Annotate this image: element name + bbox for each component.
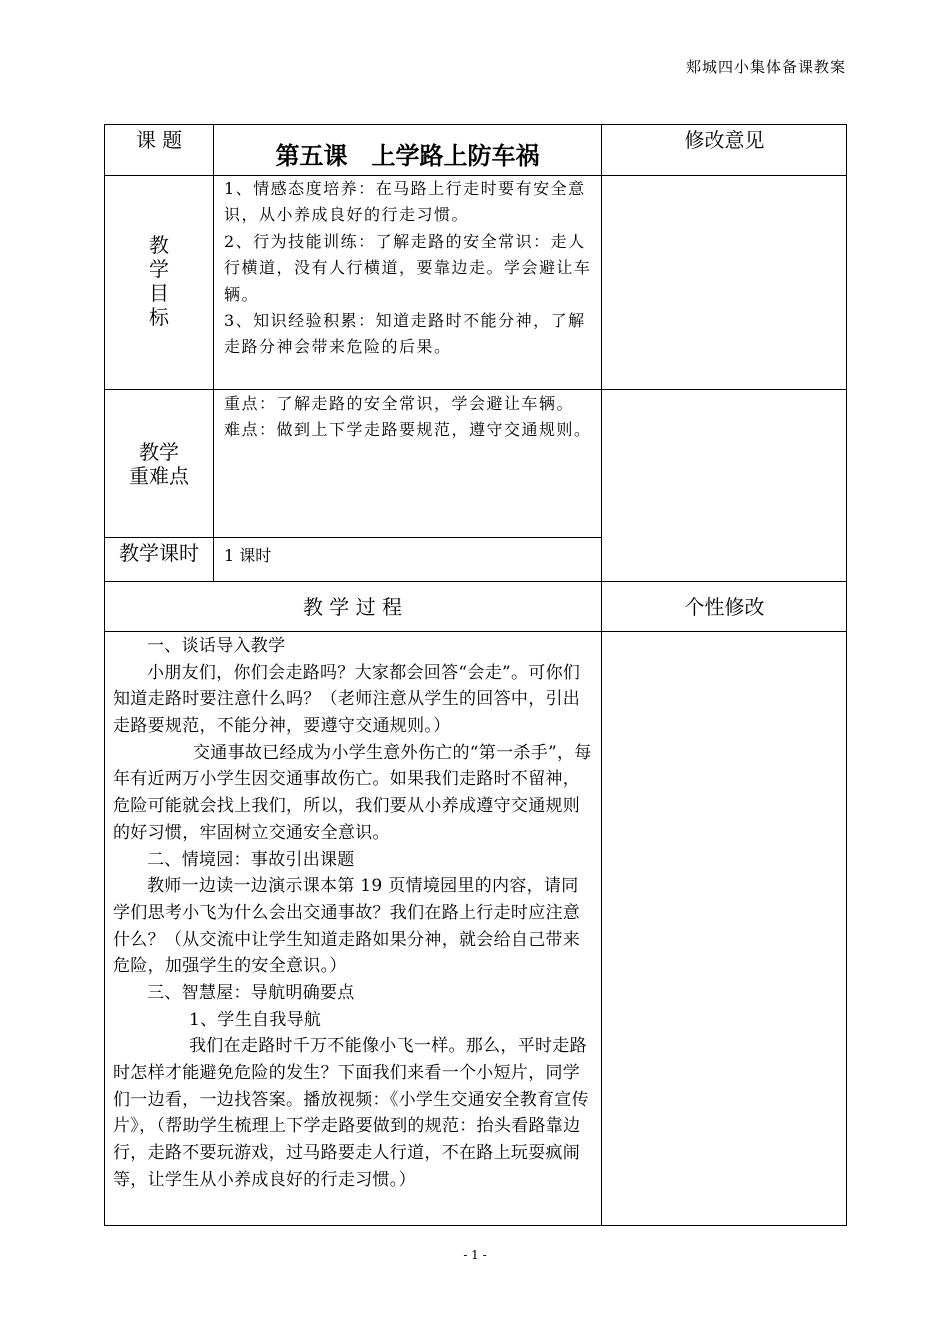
- objective-item: 2、行为技能训练：了解走路的安全常识：走人行横道，没有人行横道，要靠边走。学会避让车辆。: [224, 231, 592, 304]
- objectives-label-char: 目: [149, 281, 169, 305]
- keypoints-content: [224, 391, 596, 444]
- process-heading: 一、谈话导入教学: [147, 636, 286, 656]
- objectives-content: [224, 176, 596, 361]
- keypoints-label-line: 重难点: [129, 464, 189, 488]
- keypoint-item: 重点：了解走路的安全常识，学会避让车辆。: [224, 394, 575, 413]
- process-label: 教 学 过 程: [302, 595, 403, 619]
- process-paragraph: 教师一边读一边演示课本第 19 页情境园里的内容，请同学们思考小飞为什么会出交通事故？我们在路上行走时应注意什么？（从交流中让学生知道走路如果分神，就会给自己带来危险，加强学生的安全意识。）: [113, 876, 581, 977]
- table-border-label-col: [213, 124, 214, 582]
- table-border-row4: [104, 581, 847, 582]
- table-border-mid: [601, 124, 602, 1226]
- keypoints-label: [104, 440, 214, 488]
- objectives-label-char: 标: [149, 305, 169, 329]
- objective-item: 1、情感态度培养：在马路上行走时要有安全意识，从小养成良好的行走习惯。: [224, 179, 586, 225]
- table-border-row2: [104, 389, 847, 390]
- page-number: - 1 -: [463, 1248, 487, 1262]
- objectives-label-char: 教: [149, 233, 169, 257]
- hours-label: 教学课时: [119, 541, 199, 565]
- process-subheading: 1、学生自我导航: [189, 1009, 322, 1030]
- keypoint-item: 难点：做到上下学走路要规范，遵守交通规则。: [224, 420, 592, 440]
- table-border-bottom: [104, 1225, 847, 1226]
- hours-value: 1 课时: [224, 546, 272, 565]
- table-border-right: [846, 124, 847, 1226]
- lesson-title: 第五课 上学路上防车祸: [275, 142, 540, 170]
- objectives-label: [104, 233, 214, 329]
- process-paragraph: 我们在走路时千万不能像小飞一样。那么，平时走路时怎样才能避免危险的发生？下面我们来看一个小短片，同学们一边看，一边找答案。播放视频：《小学生交通安全教育宣传片》，（帮助学生梳理上下学走路要做到的规范：抬头看路靠边行，走路不要玩游戏，过马路要走人行道，不在路上玩耍疯闹等，让学生从小养成良好的行走习惯。）: [113, 1036, 589, 1190]
- personal-label: 个性修改: [684, 595, 765, 619]
- process-heading: 三、智慧屋：导航明确要点: [147, 982, 355, 1003]
- process-heading: 二、情境园：事故引出课题: [147, 849, 355, 870]
- process-content: [113, 633, 594, 1193]
- objectives-label-char: 学: [149, 257, 169, 281]
- topic-label: 课 题: [135, 128, 183, 152]
- process-paragraph: 交通事故已经成为小学生意外伤亡的“第一杀手”，每年有近两万小学生因交通事故伤亡。如果我们走路时不留神，危险可能就会找上我们，所以，我们要从小养成遵守交通规则的好习惯，牢固树立交通安全意识。: [113, 742, 592, 843]
- revision-label: 修改意见: [684, 128, 765, 152]
- school-header: 郏城四小集体备课教案: [685, 58, 846, 76]
- process-paragraph: 小朋友们，你们会走路吗？大家都会回答“会走”。可你们知道走路时要注意什么吗？（老师注意从学生的回答中，引出走路要规范，不能分神，要遵守交通规则。）: [113, 662, 581, 737]
- objective-item: 3、知识经验积累：知道走路时不能分神，了解走路分神会带来危险的后果。: [224, 310, 586, 357]
- keypoints-label-line: 教学: [139, 440, 179, 464]
- table-border-row5: [104, 631, 847, 632]
- table-border-top: [104, 124, 847, 125]
- table-border-row3: [104, 537, 602, 538]
